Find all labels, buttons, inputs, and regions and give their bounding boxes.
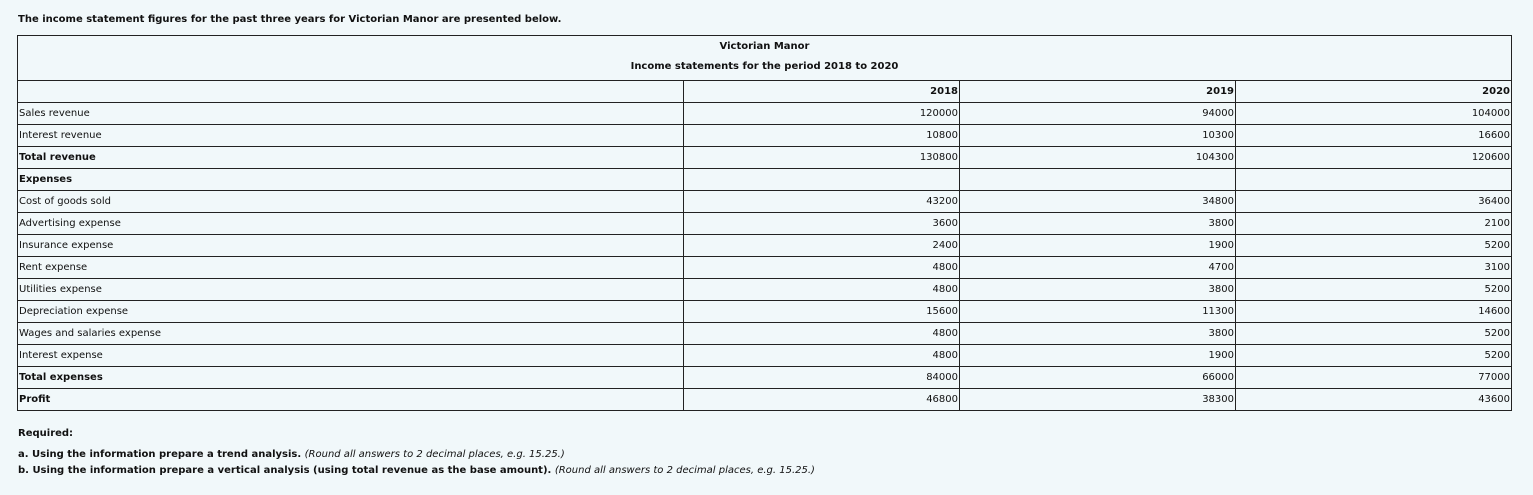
table-row bbox=[18, 103, 1512, 125]
row-value-2019: 94000 bbox=[960, 103, 1236, 125]
row-value-2020: 14600 bbox=[1236, 301, 1512, 323]
question-a-note: (Round all answers to 2 decimal places, e.g. 15.25.) bbox=[304, 449, 565, 460]
table-row bbox=[18, 125, 1512, 147]
required-heading: Required: bbox=[18, 428, 74, 439]
row-label: Cost of goods sold bbox=[18, 191, 684, 213]
row-value-2018: 15600 bbox=[684, 301, 960, 323]
table-row bbox=[18, 169, 1512, 191]
row-value-2018: 4800 bbox=[684, 257, 960, 279]
row-label: Insurance expense bbox=[18, 235, 684, 257]
table-row bbox=[18, 345, 1512, 367]
row-label: Advertising expense bbox=[18, 213, 684, 235]
row-value-2019 bbox=[960, 169, 1236, 191]
intro-text: The income statement figures for the past three years for Victorian Manor are presented below. bbox=[18, 14, 562, 25]
year-header-row bbox=[18, 81, 1512, 103]
row-value-2020: 3100 bbox=[1236, 257, 1512, 279]
income-statement-table bbox=[17, 35, 1512, 411]
row-value-2020: 5200 bbox=[1236, 279, 1512, 301]
row-value-2020: 120600 bbox=[1236, 147, 1512, 169]
row-label: Interest revenue bbox=[18, 125, 684, 147]
row-value-2018: 4800 bbox=[684, 279, 960, 301]
statement-header bbox=[18, 36, 1512, 81]
row-value-2018 bbox=[684, 169, 960, 191]
year-header-blank bbox=[18, 81, 684, 103]
row-value-2018: 84000 bbox=[684, 367, 960, 389]
question-b-note: (Round all answers to 2 decimal places, e.g. 15.25.) bbox=[554, 465, 815, 476]
row-value-2020: 2100 bbox=[1236, 213, 1512, 235]
row-value-2019: 1900 bbox=[960, 345, 1236, 367]
row-value-2020: 43600 bbox=[1236, 389, 1512, 411]
table-row bbox=[18, 235, 1512, 257]
table-row bbox=[18, 213, 1512, 235]
table-row bbox=[18, 191, 1512, 213]
year-2019-header: 2019 bbox=[960, 81, 1236, 103]
row-value-2019: 3800 bbox=[960, 279, 1236, 301]
table-row bbox=[18, 389, 1512, 411]
row-value-2019: 11300 bbox=[960, 301, 1236, 323]
question-b-text: b. Using the information prepare a vertical analysis (using total revenue as the base amount). bbox=[18, 465, 552, 476]
row-value-2019: 10300 bbox=[960, 125, 1236, 147]
row-value-2020: 5200 bbox=[1236, 345, 1512, 367]
row-value-2018: 120000 bbox=[684, 103, 960, 125]
table-row bbox=[18, 147, 1512, 169]
row-value-2020 bbox=[1236, 169, 1512, 191]
row-label: Total revenue bbox=[18, 147, 684, 169]
table-row bbox=[18, 257, 1512, 279]
question-b bbox=[18, 465, 815, 476]
row-value-2018: 43200 bbox=[684, 191, 960, 213]
row-value-2019: 1900 bbox=[960, 235, 1236, 257]
table-row bbox=[18, 279, 1512, 301]
row-label: Rent expense bbox=[18, 257, 684, 279]
row-value-2019: 66000 bbox=[960, 367, 1236, 389]
statement-period: Income statements for the period 2018 to 2020 bbox=[630, 61, 899, 72]
question-a bbox=[18, 449, 565, 460]
row-value-2018: 46800 bbox=[684, 389, 960, 411]
row-label: Profit bbox=[18, 389, 684, 411]
row-value-2018: 4800 bbox=[684, 345, 960, 367]
company-name: Victorian Manor bbox=[719, 41, 810, 52]
row-value-2020: 77000 bbox=[1236, 367, 1512, 389]
row-label: Total expenses bbox=[18, 367, 684, 389]
row-value-2018: 130800 bbox=[684, 147, 960, 169]
row-value-2018: 10800 bbox=[684, 125, 960, 147]
row-value-2018: 2400 bbox=[684, 235, 960, 257]
table-row bbox=[18, 367, 1512, 389]
row-value-2020: 5200 bbox=[1236, 235, 1512, 257]
row-value-2019: 38300 bbox=[960, 389, 1236, 411]
row-value-2019: 4700 bbox=[960, 257, 1236, 279]
row-value-2019: 3800 bbox=[960, 213, 1236, 235]
row-value-2020: 36400 bbox=[1236, 191, 1512, 213]
statement-header-row bbox=[18, 36, 1512, 81]
year-2020-header: 2020 bbox=[1236, 81, 1512, 103]
row-value-2018: 4800 bbox=[684, 323, 960, 345]
row-value-2020: 5200 bbox=[1236, 323, 1512, 345]
row-value-2019: 104300 bbox=[960, 147, 1236, 169]
row-value-2020: 104000 bbox=[1236, 103, 1512, 125]
row-value-2018: 3600 bbox=[684, 213, 960, 235]
row-value-2020: 16600 bbox=[1236, 125, 1512, 147]
table-row bbox=[18, 323, 1512, 345]
row-value-2019: 34800 bbox=[960, 191, 1236, 213]
row-label: Depreciation expense bbox=[18, 301, 684, 323]
question-a-text: a. Using the information prepare a trend analysis. bbox=[18, 449, 302, 460]
row-label: Wages and salaries expense bbox=[18, 323, 684, 345]
row-label: Sales revenue bbox=[18, 103, 684, 125]
row-value-2019: 3800 bbox=[960, 323, 1236, 345]
year-2018-header: 2018 bbox=[684, 81, 960, 103]
row-label: Expenses bbox=[18, 169, 684, 191]
row-label: Interest expense bbox=[18, 345, 684, 367]
table-row bbox=[18, 301, 1512, 323]
row-label: Utilities expense bbox=[18, 279, 684, 301]
